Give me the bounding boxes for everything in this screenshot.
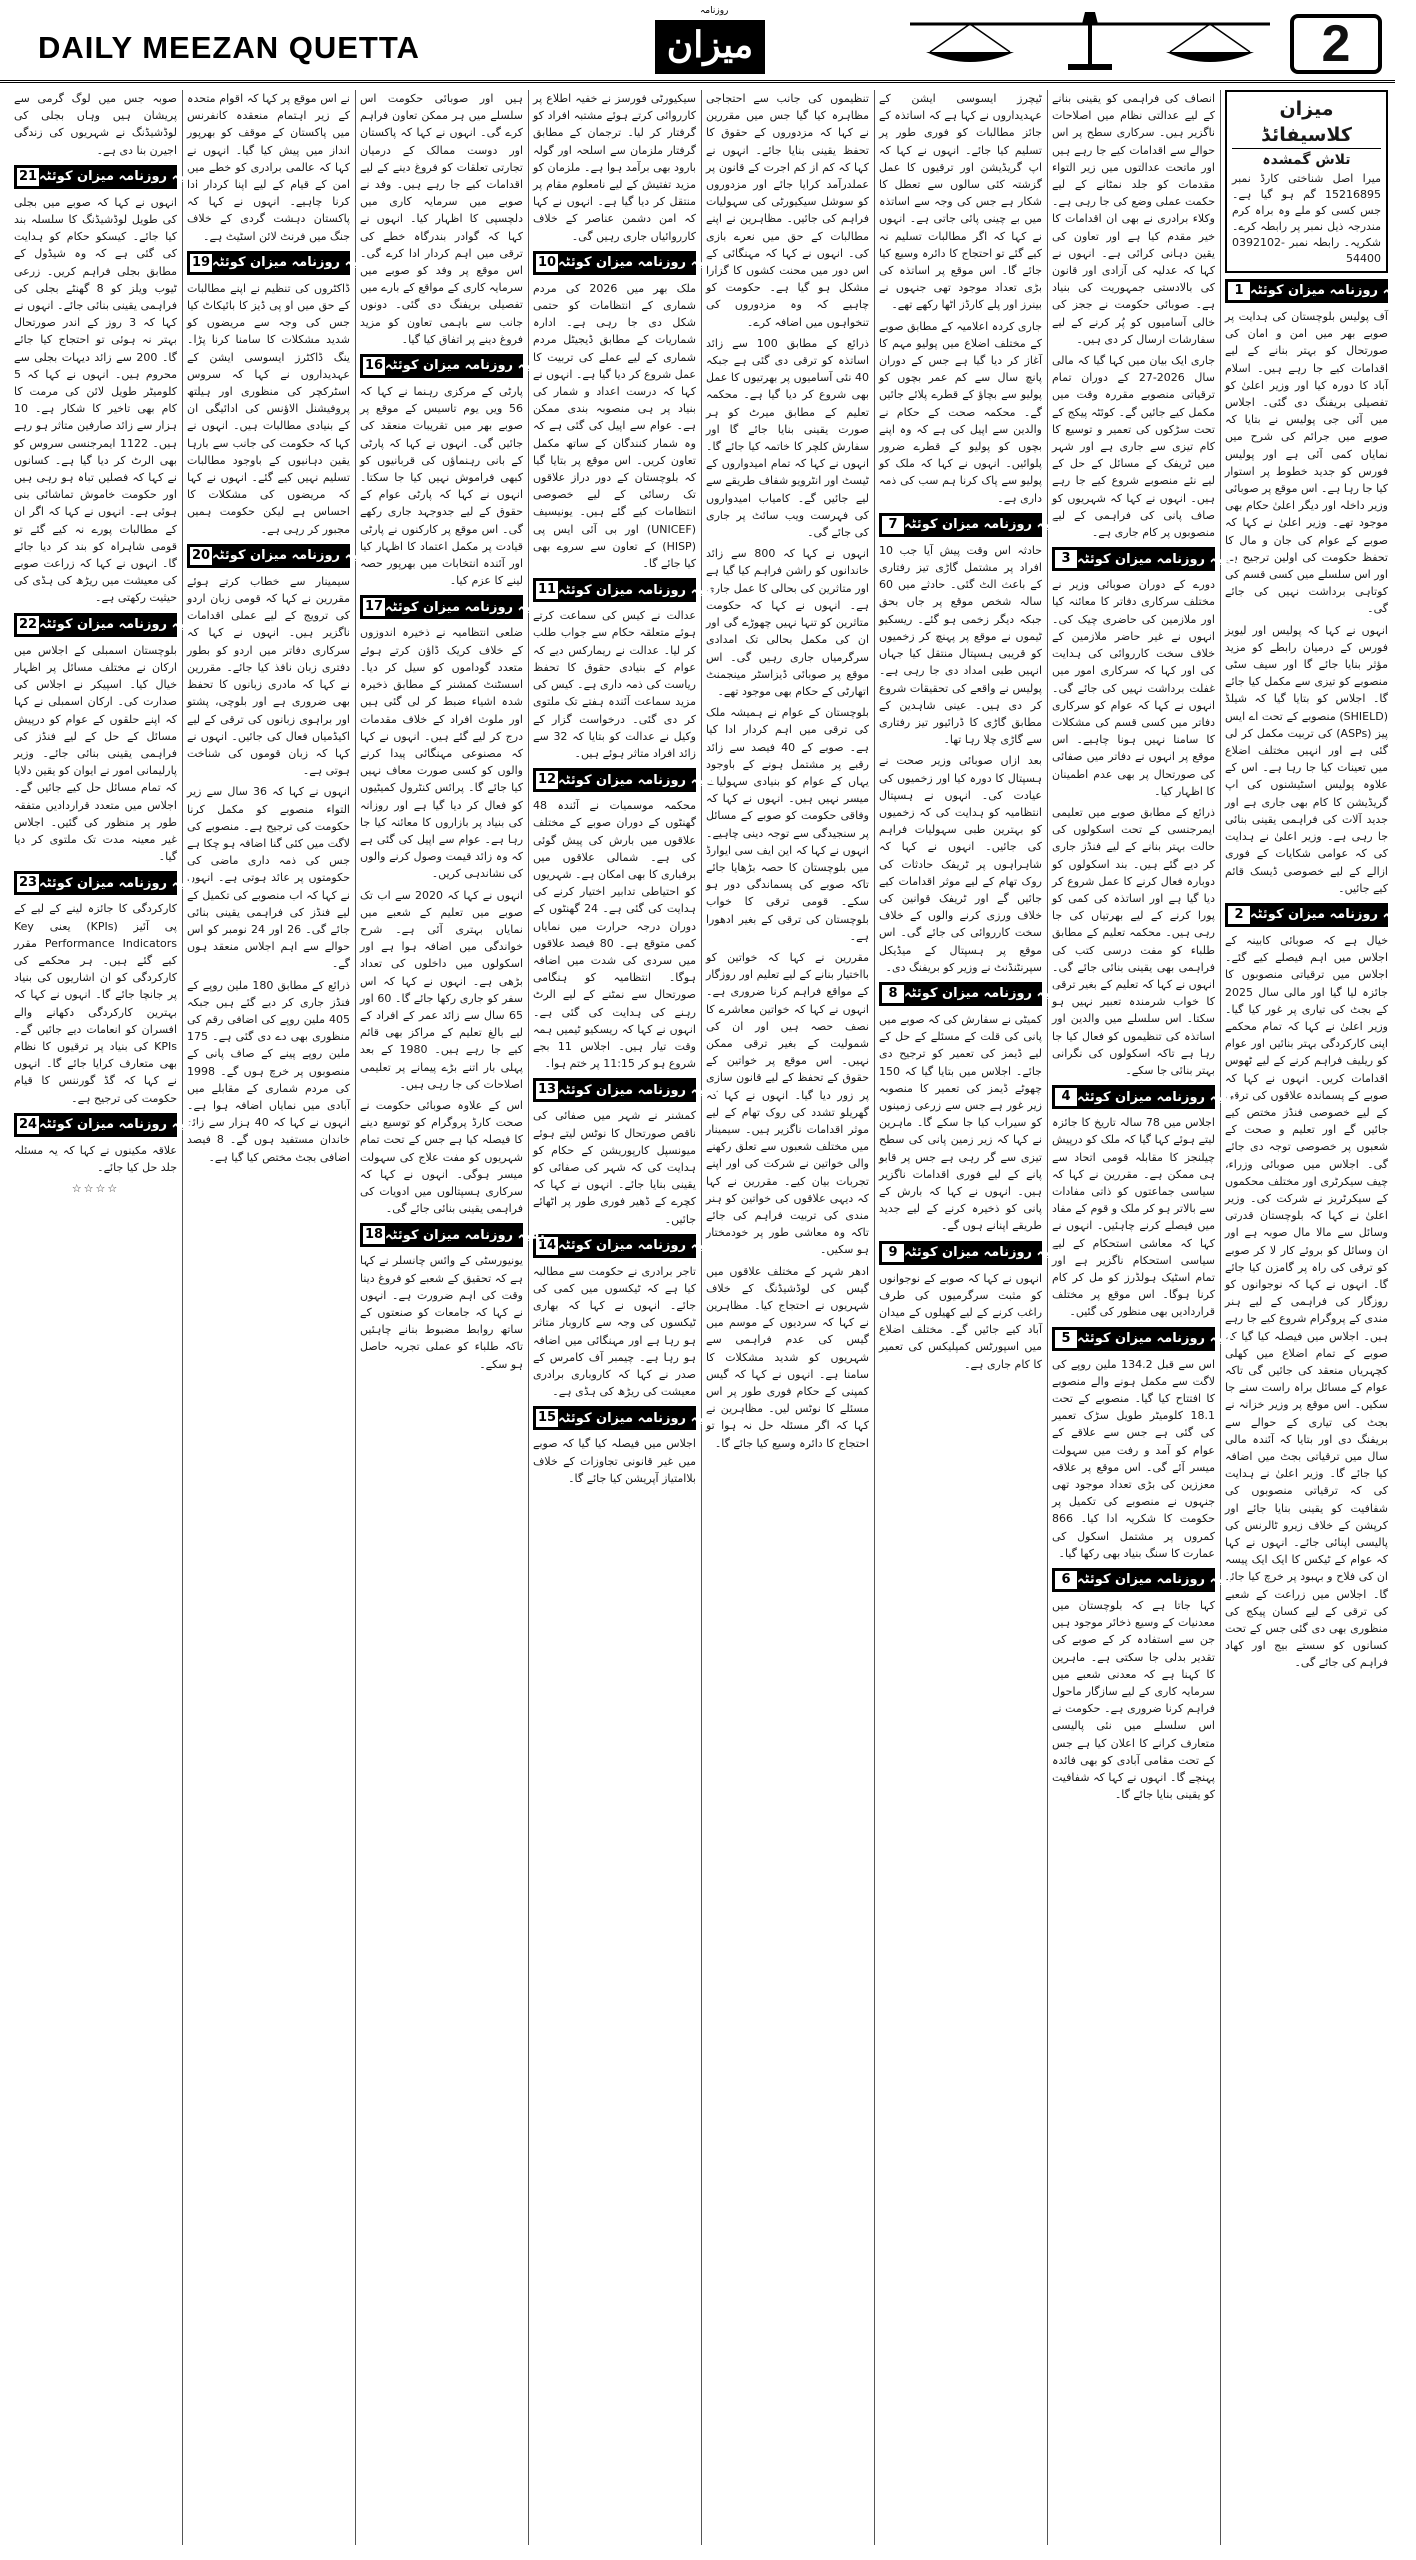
continuation-label: بقیہ روزنامہ میزان کوئٹہ [904,986,1064,1002]
article-paragraph: انہوں نے کہا کہ صوبے میں بجلی کی طویل لوڈشیڈنگ کا سلسلہ بند کیا جائے۔ کیسکو حکام کو ہدایت کی گئی ہے کہ وہ شیڈول کے مطابق بجلی فراہم کریں۔ زرعی ٹیوب ویلز کو 8 گھنٹے بجلی کی فراہمی یقینی بنائی جائے۔ انہوں نے کہا کہ 3 روز کے اندر صورتحال بہتر نہ ہوئی تو احتجاج کیا جائے گا۔ 200 سے زائد دیہات بجلی سے محروم ہیں۔ انہوں نے کہا کہ 5 کلومیٹر طویل لائن کی مرمت کا کام بھی تاخیر کا شکار ہے۔ 10 ہزار سے زائد صارفین متاثر ہو رہے ہیں۔ 1122 ایمرجنسی سروس کو بھی الرٹ کر دیا گیا ہے۔ کسانوں نے کہا کہ فصلیں تباہ ہو رہی ہیں اور حکومت خاموش تماشائی بنی ہوئی ہے۔ انہوں نے کہا کہ اگر ان کے مطالبات پورے نہ کیے گئے تو قومی شاہراہ کو بند کر دیا جائے گا۔ انہوں نے کہا کہ زراعت صوبے کی معیشت میں ریڑھ کی ہڈی کی حیثیت رکھتی ہے۔ [14,195,177,605]
classified-phone: 0392102-54400 [1232,236,1381,265]
continuation-label: بقیہ روزنامہ میزان کوئٹہ [558,255,718,271]
article-paragraph: ٹیچرز ایسوسی ایشن کے عہدیداروں نے کہا ہے کہ اساتذہ کے جائز مطالبات کو فوری طور پر تسلیم کیا جائے۔ انہوں نے کہا کہ اپ گریڈیشن اور ترقیوں کا عمل گزشتہ کئی سالوں سے تعطل کا شکار ہے جس کی وجہ سے اساتذہ میں بے چینی پائی جاتی ہے۔ انہوں نے کہا کہ اگر مطالبات تسلیم نہ کیے گئے تو احتجاج کا دائرہ وسیع کیا جائے گا۔ اس موقع پر اساتذہ کی بڑی تعداد موجود تھی جنہوں نے بینرز اور پلے کارڈز اٹھا رکھے تھے۔ [879,92,1042,312]
news-columns [8,90,1410,2545]
continuation-heading-4 [1052,1085,1237,1109]
news-column-2 [1052,90,1237,2545]
article-paragraph: خیال ہے کہ صوبائی کابینہ کے اجلاس میں اہم فیصلے کیے گئے۔ اجلاس میں ترقیاتی منصوبوں کا جائزہ لیا گیا اور مالی سال 2025 کے بجٹ کی تیاری پر غور کیا گیا۔ وزیر اعلیٰ نے کہا کہ تمام محکمے اپنی کارکردگی بہتر بنائیں اور عوام کو ریلیف فراہم کرنے کے لیے ٹھوس اقدامات کریں۔ انہوں نے کہا کہ صوبے کے پسماندہ علاقوں کی ترقی کے لیے خصوصی فنڈز مختص کیے جائیں گے اور تعلیم و صحت کے شعبوں پر خصوصی توجہ دی جائے گی۔ اجلاس میں صوبائی وزراء، چیف سیکرٹری اور مختلف محکموں کے سیکرٹریز نے شرکت کی۔ وزیر اعلیٰ نے کہا کہ بلوچستان قدرتی وسائل سے مالا مال صوبہ ہے اور ان وسائل کو بروئے کار لا کر صوبے کو ترقی کی راہ پر گامزن کیا جائے گا۔ انہوں نے کہا کہ نوجوانوں کو روزگار کی فراہمی کے لیے ہنر مندی کے پروگرام شروع کیے جا رہے ہیں۔ اجلاس میں فیصلہ کیا گیا کہ صوبے کے تمام اضلاع میں کھلی کچہریاں منعقد کی جائیں گی تاکہ عوام کے مسائل براہ راست سنے جا سکیں۔ اس موقع پر وزیر خزانہ نے بجٹ کی تیاری کے حوالے سے بریفنگ دی اور بتایا کہ آئندہ مالی سال میں ترقیاتی بجٹ میں اضافہ کیا جائے گا۔ وزیر اعلیٰ نے ہدایت کی کہ ترقیاتی منصوبوں کی شفافیت کو یقینی بنایا جائے اور کرپشن کے خلاف زیرو ٹالرنس کی پالیسی اپنائی جائے۔ انہوں نے کہا کہ عوام کے ٹیکس کا ایک ایک پیسہ ان کی فلاح و بہبود پر خرچ کیا جائے گا۔ اجلاس میں زراعت کے شعبے کی ترقی کے لیے کسان پیکج کی منظوری بھی دی گئی جس کے تحت کسانوں کو سستے بیج اور کھاد فراہم کی جائے گی۔ [1225,933,1388,1670]
article-paragraph: عدالت نے کیس کی سماعت کرتے ہوئے متعلقہ حکام سے جواب طلب کر لیا۔ عدالت نے ریمارکس دیے کہ عوام کے بنیادی حقوق کا تحفظ ریاست کی ذمہ داری ہے۔ کیس کی مزید سماعت آئندہ ہفتے تک ملتوی کر دی گئی۔ درخواست گزار کے وکیل نے عدالت کو بتایا کہ 32 سے زائد افراد متاثر ہوئے ہیں۔ [533,609,696,760]
news-column-4 [706,90,869,2545]
classified-box [1225,90,1388,273]
article-paragraph: نے اس موقع پر کہا کہ اقوام متحدہ کے زیر اہتمام منعقدہ کانفرنس میں پاکستان کے موقف کو بھرپور انداز میں پیش کیا گیا۔ انہوں نے کہا کہ عالمی برادری کو خطے میں امن کے قیام کے لیے اپنا کردار ادا کرنا چاہیے۔ انہوں نے کہا کہ پاکستان دہشت گردی کے خلاف جنگ میں فرنٹ لائن اسٹیٹ ہے۔ [187,92,350,243]
continuation-label: بقیہ روزنامہ میزان کوئٹہ [1077,1331,1237,1346]
continuation-heading-19 [187,251,372,275]
article-paragraph: اجلاس میں فیصلہ کیا گیا کہ صوبے میں غیر قانونی تجاوزات کے خلاف بلاامتیاز آپریشن کیا جائے گا۔ [533,1437,696,1485]
article-paragraph: حادثہ اس وقت پیش آیا جب 10 افراد پر مشتمل گاڑی تیز رفتاری کے باعث الٹ گئی۔ حادثے میں 60 سالہ شخص موقع پر جاں بحق جبکہ دیگر زخمی ہو گئے۔ ریسکیو ٹیموں نے موقع پر پہنچ کر زخمیوں کو قریبی ہسپتال منتقل کیا جہاں انہیں طبی امداد دی جا رہی ہے۔ پولیس نے واقعے کی تحقیقات شروع کر دی ہیں۔ عینی شاہدین کے مطابق گاڑی کا ڈرائیور تیز رفتاری سے گاڑی چلا رہا تھا۔ [879,543,1042,747]
continuation-label: بقیہ روزنامہ میزان کوئٹہ [39,1117,199,1133]
article-paragraph: تنظیموں کی جانب سے احتجاجی مظاہرہ کیا گیا جس میں مقررین نے کہا کہ مزدوروں کے حقوق کا تحفظ یقینی بنایا جائے۔ انہوں نے کہا کہ کم از کم اجرت کے قانون پر عملدرآمد کرایا جائے اور مزدوروں کو سوشل سیکیورٹی کی سہولیات فراہم کی جائیں۔ مظاہرین نے اپنے مطالبات کے حق میں نعرے بازی کی۔ انہوں نے کہا کہ مہنگائی کے اس دور میں محنت کشوں کا گزارا مشکل ہو گیا ہے۔ حکومت کو چاہیے کہ وہ مزدوروں کی تنخواہوں میں اضافہ کرے۔ [706,92,869,329]
continuation-number: 23 [18,875,38,891]
continuation-label: بقیہ روزنامہ میزان کوئٹہ [1250,283,1410,299]
continuation-heading-8 [879,982,1064,1006]
continuation-number: 1 [1228,282,1250,300]
continuation-label: بقیہ روزنامہ میزان کوئٹہ [212,255,372,271]
continuation-number: 12 [537,772,557,788]
article-paragraph: بلوچستان اسمبلی کے اجلاس میں ارکان نے مختلف مسائل پر اظہار خیال کیا۔ اسپیکر نے اجلاس کی صدارت کی۔ ارکان اسمبلی نے کہا کہ اپنے حلقوں کے عوام کو درپیش مسائل کے حل کے لیے فنڈز کی فراہمی یقینی بنائی جائے۔ وزیر پارلیمانی امور نے ایوان کو یقین دلایا کہ تمام مسائل حل کیے جائیں گے۔ اجلاس میں متعدد قراردادیں متفقہ طور پر منظور کی گئیں۔ اجلاس غیر معینہ مدت تک ملتوی کر دیا گیا۔ [14,643,177,864]
continuation-number: 7 [882,516,904,534]
logo-tagline: روزنامہ [700,6,729,16]
column-divider [355,90,356,2545]
article-paragraph: انہوں نے کہا کہ پولیس اور لیویز فورس کے درمیان رابطے کو مزید مؤثر بنایا جائے گا اور سیف سٹی منصوبے کو تیزی سے مکمل کیا جائے گا۔ اجلاس کو بتایا گیا کہ شیلڈ (SHIELD) منصوبے کے تحت اے ایس پیز (ASPs) کی تربیت مکمل کر لی گئی ہے اور انہیں مختلف اضلاع میں تعینات کیا جا رہا ہے۔ اس کے علاوہ پولیس اسٹیشنوں کی اپ گریڈیشن کا کام بھی جاری ہے اور جدید آلات کی فراہمی یقینی بنائی جا رہی ہے۔ وزیر اعلیٰ نے ہدایت کی کہ عوامی شکایات کے فوری ازالے کے لیے خصوصی ڈیسک قائم کیے جائیں۔ [1225,623,1388,895]
news-column-1 [1225,90,1410,2545]
news-column-5 [533,90,718,2545]
article-paragraph: کمیٹی نے سفارش کی کہ صوبے میں پانی کی قلت کے مسئلے کے حل کے لیے ڈیمز کی تعمیر کو ترجیح دی جائے۔ اجلاس میں بتایا گیا کہ 150 چھوٹے ڈیمز کی تعمیر کا منصوبہ زیر غور ہے جس سے زرعی زمینوں کو سیراب کیا جا سکے گا۔ ماہرین نے کہا کہ زیر زمین پانی کی سطح تیزی سے گر رہی ہے جس پر قابو پانے کے لیے فوری اقدامات ناگزیر ہیں۔ انہوں نے کہا کہ بارش کے پانی کو ذخیرہ کرنے کے لیے جدید طریقے اپنانے ہوں گے۔ [879,1012,1042,1233]
continuation-heading-2 [1225,903,1410,927]
article-paragraph: تاجر برادری نے حکومت سے مطالبہ کیا ہے کہ ٹیکسوں میں کمی کی جائے۔ انہوں نے کہا کہ بھاری ٹیکسوں کی وجہ سے کاروبار متاثر ہو رہا ہے اور مہنگائی میں اضافہ ہو رہا ہے۔ چیمبر آف کامرس کے صدر نے کہا کہ کاروباری برادری معیشت کی ریڑھ کی ہڈی ہے۔ [533,1264,696,1399]
continuation-number: 17 [364,599,384,615]
continuation-heading-15 [533,1406,718,1430]
continuation-heading-18 [360,1223,545,1247]
continuation-heading-17 [360,595,545,619]
article-paragraph: بلوچستان کے عوام نے ہمیشہ ملک کی ترقی میں اہم کردار ادا کیا ہے۔ صوبے کے 40 فیصد سے زائد رقبے پر مشتمل ہونے کے باوجود یہاں کے عوام کو بنیادی سہولیات میسر نہیں ہیں۔ انہوں نے کہا کہ وفاقی حکومت کو صوبے کے مسائل پر سنجیدگی سے توجہ دینی چاہیے۔ انہوں نے کہا کہ این ایف سی ایوارڈ میں بلوچستان کا حصہ بڑھایا جائے تاکہ صوبے کی پسماندگی دور ہو سکے۔ قومی ترقی کا خواب بلوچستان کی ترقی کے بغیر ادھورا ہے۔ [706,706,869,943]
continuation-number: 6 [1055,1571,1077,1589]
continuation-heading-6 [1052,1568,1237,1592]
continuation-number: 15 [537,1410,557,1426]
continuation-number: 19 [191,254,211,270]
continuation-number: 16 [364,358,384,374]
continuation-number: 13 [537,1082,557,1098]
continuation-heading-11 [533,578,718,602]
continuation-number: 11 [537,582,557,598]
continuation-heading-7 [879,513,1064,537]
end-marker: ☆☆☆☆ [71,1182,120,1196]
continuation-label: بقیہ روزنامہ میزان کوئٹہ [39,875,199,891]
article-paragraph: کہا جاتا ہے کہ بلوچستان میں معدنیات کے وسیع ذخائر موجود ہیں جن سے استفادہ کر کے صوبے کی تقدیر بدلی جا سکتی ہے۔ ماہرین کا کہنا ہے کہ معدنی شعبے میں سرمایہ کاری کے لیے سازگار ماحول فراہم کرنا ضروری ہے۔ حکومت نے اس سلسلے میں نئی پالیسی متعارف کرانے کا اعلان کیا ہے جس کے تحت مقامی آبادی کو بھی فائدہ پہنچے گا۔ انہوں نے کہا کہ شفافیت کو یقینی بنایا جائے گا۔ [1052,1599,1215,1802]
article-paragraph: آف پولیس بلوچستان کی ہدایت پر صوبے بھر میں امن و امان کی صورتحال کو بہتر بنانے کے لیے اقدامات کیے جا رہے ہیں۔ اسلام آباد کا دورہ کیا اور وزیر اعلیٰ کو تفصیلی بریفنگ دی گئی۔ اجلاس میں آئی جی پولیس نے بتایا کہ صوبے میں جرائم کی شرح میں نمایاں کمی آئی ہے اور پولیس فورس کو جدید خطوط پر استوار کیا جا رہا ہے۔ اس موقع پر صوبائی وزیر داخلہ اور دیگر اعلیٰ حکام بھی موجود تھے۔ وزیر اعلیٰ نے کہا کہ صوبے کے عوام کی جان و مال کا تحفظ حکومت کی اولین ترجیح ہے اور اس سلسلے میں کسی قسم کی کوتاہی برداشت نہیں کی جائے گی۔ [1225,310,1388,616]
continuation-heading-10 [533,251,718,275]
article-paragraph: ہیں اور صوبائی حکومت اس سلسلے میں ہر ممکن تعاون فراہم کرے گی۔ انہوں نے کہا کہ پاکستان اور دوست ممالک کے درمیان تجارتی تعلقات کو فروغ دینے کے لیے اقدامات کیے جا رہے ہیں۔ وفد نے صوبے میں سرمایہ کاری میں دلچسپی کا اظہار کیا۔ انہوں نے کہا کہ گوادر بندرگاہ خطے کی ترقی میں اہم کردار ادا کرے گی۔ اس موقع پر وفد کو صوبے میں سرمایہ کاری کے مواقع کے بارے میں تفصیلی بریفنگ دی گئی۔ دونوں جانب سے باہمی تعاون کو مزید فروغ دینے پر اتفاق کیا گیا۔ [360,92,523,346]
classified-body: میرا اصل شناختی کارڈ نمبر 15216895 گم ہو گیا ہے۔ جس کسی کو ملے وہ براہ کرم مندرجہ ذیل نمبر پر رابطہ کرے۔ شکریہ۔ رابطہ نمبر 0392102-54400 [1232,172,1381,265]
article-paragraph: پارٹی کے مرکزی رہنما نے کہا کہ 56 ویں یوم تاسیس کے موقع پر صوبے بھر میں تقریبات منعقد کی جائیں گی۔ انہوں نے کہا کہ پارٹی کے بانی رہنماؤں کی قربانیوں کو کبھی فراموش نہیں کیا جا سکتا۔ انہوں نے کہا کہ پارٹی عوام کے حقوق کے لیے جدوجہد جاری رکھے گی۔ اس موقع پر کارکنوں نے پارٹی قیادت پر مکمل اعتماد کا اظہار کیا اور آئندہ انتخابات میں بھرپور حصہ لینے کا عزم کیا۔ [360,385,523,588]
scales-of-justice-icon [900,8,1280,74]
continuation-number: 2 [1228,906,1250,924]
continuation-number: 8 [882,985,904,1003]
article-paragraph: ادھر شہر کے مختلف علاقوں میں گیس کی لوڈشیڈنگ کے خلاف شہریوں نے احتجاج کیا۔ مظاہرین نے کہا کہ سردیوں کے موسم میں گیس کی عدم فراہمی سے شہریوں کو شدید مشکلات کا سامنا ہے۔ انہوں نے کہا کہ گیس کمپنی کے حکام فوری طور پر اس مسئلے کا نوٹس لیں۔ مظاہرین نے کہا کہ اگر مسئلہ حل نہ ہوا تو احتجاج کا دائرہ وسیع کیا جائے گا۔ [706,1264,869,1450]
article-paragraph: یونیورسٹی کے وائس چانسلر نے کہا ہے کہ تحقیق کے شعبے کو فروغ دینا وقت کی اہم ضرورت ہے۔ انہوں نے کہا کہ جامعات کو صنعتوں کے ساتھ روابط مضبوط بنانے چاہئیں تاکہ طلباء کو عملی تجربہ حاصل ہو سکے۔ [360,1254,523,1371]
article-paragraph: جاری ایک بیان میں کہا گیا کہ مالی سال 2026-27 کے دوران تمام ترقیاتی منصوبے مقررہ وقت میں مکمل کیے جائیں گے۔ کوئٹہ پیکج کے تحت سڑکوں کی تعمیر و توسیع کا کام تیزی سے جاری ہے اور شہر میں ٹریفک کے مسائل کے حل کے لیے نئے منصوبے شروع کیے جا رہے ہیں۔ انہوں نے کہا کہ شہریوں کو صاف پانی کی فراہمی کے لیے منصوبوں پر کام جاری ہے۔ [1052,354,1215,540]
continuation-number: 3 [1055,550,1077,568]
continuation-label: بقیہ روزنامہ میزان کوئٹہ [39,617,199,633]
continuation-number: 18 [364,1227,384,1243]
newspaper-logo: میزان [655,20,765,74]
news-column-3 [879,90,1064,2545]
continuation-label: بقیہ روزنامہ میزان کوئٹہ [39,169,199,185]
continuation-number: 24 [18,1116,38,1132]
article-paragraph: انہوں نے کہا کہ صوبے کے نوجوانوں کو مثبت سرگرمیوں کی طرف راغب کرنے کے لیے کھیلوں کے میدان آباد کیے جائیں گے۔ مختلف اضلاع میں اسپورٹس کمپلیکس کی تعمیر کا کام جاری ہے۔ [879,1271,1042,1371]
newspaper-title: DAILY MEEZAN QUETTA [38,30,420,65]
article-paragraph: مقررین نے کہا کہ خواتین کو بااختیار بنانے کے لیے تعلیم اور روزگار کے مواقع فراہم کرنا ضروری ہے۔ انہوں نے کہا کہ خواتین معاشرے کا نصف حصہ ہیں اور ان کی شمولیت کے بغیر ترقی ممکن نہیں۔ اس موقع پر خواتین کے حقوق کے تحفظ کے لیے قانون سازی پر زور دیا گیا۔ انہوں نے کہا کہ گھریلو تشدد کی روک تھام کے لیے موثر اقدامات ناگزیر ہیں۔ سیمینار میں مختلف شعبوں سے تعلق رکھنے والی خواتین نے شرکت کی اور اپنے تجربات بیان کیے۔ مقررین نے کہا کہ دیہی علاقوں کی خواتین کو ہنر مندی کی تربیت فراہم کی جائے تاکہ وہ معاشی طور پر خودمختار ہو سکیں۔ [706,950,869,1257]
continuation-label: بقیہ روزنامہ میزان کوئٹہ [1077,1572,1237,1588]
continuation-label: بقیہ روزنامہ میزان کوئٹہ [385,599,545,615]
page-number: 2 [1290,14,1382,74]
article-paragraph: جاری کردہ اعلامیہ کے مطابق صوبے کے مختلف اضلاع میں پولیو مہم کا آغاز کر دیا گیا ہے جس کے دوران پانچ سال سے کم عمر بچوں کو پولیو سے بچاؤ کے قطرے پلائے جائیں گے۔ محکمہ صحت کے حکام نے والدین سے اپیل کی ہے کہ وہ اپنے بچوں کو پولیو کے قطرے ضرور پلوائیں۔ انہوں نے کہا کہ ملک کو پولیو سے پاک کرنا ہم سب کی ذمہ داری ہے۔ [879,319,1042,505]
classified-title: میزان کلاسیفائڈ [1232,96,1381,149]
article-paragraph: سیکیورٹی فورسز نے خفیہ اطلاع پر کارروائی کرتے ہوئے مشتبہ افراد کو گرفتار کر لیا۔ ترجمان کے مطابق گرفتار ملزمان سے اسلحہ اور گولہ بارود بھی برآمد ہوا ہے۔ ملزمان کو مزید تفتیش کے لیے نامعلوم مقام پر منتقل کر دیا گیا ہے۔ انہوں نے کہا کہ امن دشمن عناصر کے خلاف کارروائیاں جاری رہیں گی۔ [533,92,696,243]
article-paragraph: ڈاکٹروں کی تنظیم نے اپنے مطالبات کے حق میں او پی ڈیز کا بائیکاٹ کیا جس کی وجہ سے مریضوں کو شدید مشکلات کا سامنا کرنا پڑا۔ ینگ ڈاکٹرز ایسوسی ایشن کے عہدیداروں نے کہا کہ سروس اسٹرکچر کی منظوری اور ہیلتھ پروفیشنل الاؤنس کی ادائیگی ان کے بنیادی مطالبات ہیں۔ انہوں نے کہا کہ حکومت کی جانب سے بارہا یقین دہانیوں کے باوجود مطالبات تسلیم نہیں کیے گئے۔ انہوں نے کہا کہ مریضوں کی مشکلات کا احساس ہے لیکن حکومت ہمیں مجبور کر رہی ہے۔ [187,281,350,536]
continuation-label: بقیہ روزنامہ میزان کوئٹہ [1077,551,1237,567]
continuation-label: بقیہ روزنامہ میزان کوئٹہ [385,358,545,374]
classified-subtitle: تلاش گمشدہ [1262,152,1351,168]
column-divider [701,90,702,2545]
column-divider [182,90,183,2545]
article-paragraph: ذرائع کے مطابق 100 سے زائد اساتذہ کو ترقی دی گئی ہے جبکہ 40 نئی آسامیوں پر بھرتیوں کا عمل بھی شروع کر دیا گیا ہے۔ محکمہ تعلیم کے مطابق میرٹ کو ہر صورت یقینی بنایا جائے گا اور سفارش کلچر کا خاتمہ کیا جائے گا۔ انہوں نے کہا کہ تمام امیدواروں کے ٹیسٹ اور انٹرویو شفاف طریقے سے لیے جائیں گے۔ کامیاب امیدواروں کی فہرست ویب سائٹ پر جاری کی جائے گی۔ [706,336,870,540]
continuation-label: بقیہ روزنامہ میزان کوئٹہ [1077,1089,1237,1105]
article-paragraph: سیمینار سے خطاب کرتے ہوئے مقررین نے کہا کہ قومی زبان اردو کی ترویج کے لیے عملی اقدامات ناگزیر ہیں۔ انہوں نے کہا کہ سرکاری دفاتر میں اردو کو بطور دفتری زبان نافذ کیا جائے۔ مقررین نے کہا کہ مادری زبانوں کا تحفظ بھی ضروری ہے اور بلوچی، پشتو اور براہوی زبانوں کی ترقی کے لیے اکیڈمیاں فعال کی جائیں۔ انہوں نے کہا کہ زبان قوموں کی شناخت ہوتی ہے۔ [187,574,350,778]
continuation-number: 22 [18,616,38,632]
article-paragraph: انہوں نے کہا کہ 2020 سے اب تک صوبے میں تعلیم کے شعبے میں نمایاں بہتری آئی ہے۔ شرح خواندگی میں اضافہ ہوا ہے اور اسکولوں میں داخلوں کی تعداد بڑھی ہے۔ انہوں نے کہا کہ اس سفر کو جاری رکھا جائے گا۔ 60 اور 65 سال سے زائد عمر کے افراد کے لیے بالغ تعلیم کے مراکز بھی قائم کیے جا رہے ہیں۔ 1980 کے بعد پہلی بار اتنے بڑے پیمانے پر تعلیمی اصلاحات کی جا رہی ہیں۔ [360,888,523,1091]
article-paragraph: ذرائع کے مطابق صوبے میں تعلیمی ایمرجنسی کے تحت اسکولوں کی حالت بہتر بنانے کے لیے فنڈز جاری کر دیے گئے ہیں۔ بند اسکولوں کو دوبارہ فعال کرنے کا عمل شروع کر دیا گیا ہے اور اساتذہ کی کمی کو پورا کرنے کے لیے بھرتیاں کی جا رہی ہیں۔ محکمہ تعلیم کے مطابق طلباء کو مفت درسی کتب کی فراہمی بھی یقینی بنائی جائے گی۔ انہوں نے کہا کہ تعلیم کے بغیر ترقی کا خواب شرمندہ تعبیر نہیں ہو سکتا۔ اس سلسلے میں والدین اور اساتذہ کی تنظیموں کو فعال کیا جا رہا ہے تاکہ اسکولوں کی نگرانی بہتر بنائی جا سکے۔ [1052,805,1215,1077]
continuation-heading-9 [879,1241,1064,1265]
continuation-heading-14 [533,1234,718,1258]
article-paragraph: ضلعی انتظامیہ نے ذخیرہ اندوزوں کے خلاف کریک ڈاؤن کرتے ہوئے متعدد گوداموں کو سیل کر دیا۔ اسسٹنٹ کمشنر کے مطابق ذخیرہ شدہ اشیاء ضبط کر لی گئی ہیں اور ملوث افراد کے خلاف مقدمات درج کر لیے گئے ہیں۔ انہوں نے کہا کہ مصنوعی مہنگائی پیدا کرنے والوں کو کسی صورت معاف نہیں کیا جائے گا۔ پرائس کنٹرول کمیٹیوں کو فعال کر دیا گیا ہے اور روزانہ کی بنیاد پر بازاروں کا معائنہ کیا جا رہا ہے۔ عوام سے اپیل کی گئی ہے کہ وہ زائد قیمت وصول کرنے والوں کی نشاندہی کریں۔ [360,626,523,881]
continuation-label: بقیہ روزنامہ میزان کوئٹہ [558,582,718,598]
continuation-number: 9 [882,1244,904,1262]
continuation-label: بقیہ روزنامہ میزان کوئٹہ [385,1227,545,1243]
article-paragraph: صوبہ جس میں لوگ گرمی سے پریشان ہیں وہاں بجلی کی لوڈشیڈنگ نے شہریوں کی زندگی اجیرن بنا دی ہے۔ [14,92,177,157]
continuation-label: بقیہ روزنامہ میزان کوئٹہ [904,1244,1064,1260]
news-column-6 [360,90,545,2545]
continuation-number: 14 [537,1237,557,1253]
continuation-number: 10 [537,254,557,270]
continuation-label: بقیہ روزنامہ میزان کوئٹہ [558,1238,718,1254]
article-paragraph: محکمہ موسمیات نے آئندہ 48 گھنٹوں کے دوران صوبے کے مختلف علاقوں میں بارش کی پیش گوئی کی ہے۔ شمالی علاقوں میں برفباری کا بھی امکان ہے۔ شہریوں کو احتیاطی تدابیر اختیار کرنے کی ہدایت کی گئی ہے۔ 24 گھنٹوں کے دوران درجہ حرارت میں نمایاں کمی متوقع ہے۔ 80 فیصد علاقوں میں سردی کی شدت میں اضافہ ہوگا۔ انتظامیہ کو ہنگامی صورتحال سے نمٹنے کے لیے الرٹ رہنے کی ہدایت کی گئی ہے۔ انہوں نے کہا کہ ریسکیو ٹیمیں ہمہ وقت تیار ہیں۔ اجلاس 11 بجے شروع ہو کر 11:15 پر ختم ہوا۔ [533,799,696,1071]
continuation-heading-20 [187,544,372,568]
article-paragraph: اس کے علاوہ صوبائی حکومت نے صحت کارڈ پروگرام کو توسیع دینے کا فیصلہ کیا ہے جس کے تحت تمام شہریوں کو مفت علاج کی سہولت میسر ہوگی۔ انہوں نے کہا کہ سرکاری ہسپتالوں میں ادویات کی فراہمی یقینی بنائی جائے گی۔ [360,1098,523,1216]
news-column-7 [187,90,372,2545]
column-divider [528,90,529,2545]
continuation-label: بقیہ روزنامہ میزان کوئٹہ [558,772,718,788]
continuation-heading-5 [1052,1327,1237,1351]
continuation-heading-22 [14,613,199,637]
continuation-number: 4 [1055,1088,1077,1106]
continuation-label: بقیہ روزنامہ میزان کوئٹہ [558,1410,718,1426]
article-paragraph: انہوں نے کہا کہ 800 سے زائد خاندانوں کو راشن فراہم کیا گیا ہے اور متاثرین کی بحالی کا عمل جاری ہے۔ انہوں نے کہا کہ حکومت متاثرین کو تنہا نہیں چھوڑے گی اور ان کی مکمل بحالی تک امدادی سرگرمیاں جاری رہیں گی۔ اس موقع پر صوبائی ڈیزاسٹر مینجمنٹ اتھارٹی کے حکام بھی موجود تھے۔ [706,547,869,698]
masthead [0,0,1395,83]
continuation-number: 20 [191,547,211,563]
article-paragraph: ذرائع کے مطابق 180 ملین روپے کے فنڈز جاری کر دیے گئے ہیں جبکہ 405 ملین روپے کی اضافی رقم کی منظوری بھی دے دی گئی ہے۔ 175 ملین روپے پینے کے صاف پانی کے منصوبوں پر خرچ ہوں گے۔ 1998 کی مردم شماری کے مقابلے میں آبادی میں نمایاں اضافہ ہوا ہے۔ انہوں نے کہا کہ 40 ہزار سے زائد خاندان مستفید ہوں گے۔ 8 فیصد اضافی بجٹ مختص کیا گیا ہے۔ [187,978,351,1164]
article-paragraph: اجلاس میں 78 سالہ تاریخ کا جائزہ لیتے ہوئے کہا گیا کہ ملک کو درپیش چیلنجز کا مقابلہ قومی اتحاد سے ہی ممکن ہے۔ مقررین نے کہا کہ سیاسی جماعتوں کو ذاتی مفادات سے بالاتر ہو کر ملک و قوم کے مفاد میں فیصلے کرنے چاہئیں۔ انہوں نے کہا کہ معاشی استحکام کے لیے سیاسی استحکام ناگزیر ہے اور تمام اسٹیک ہولڈرز کو مل کر کام کرنا ہوگا۔ اس موقع پر مختلف قراردادیں بھی منظور کی گئیں۔ [1052,1116,1215,1319]
continuation-heading-21 [14,165,199,189]
continuation-heading-13 [533,1078,718,1102]
continuation-label: بقیہ روزنامہ میزان کوئٹہ [212,548,372,564]
continuation-number: 21 [18,168,38,184]
continuation-heading-24 [14,1113,199,1137]
news-column-8 [14,90,199,2545]
article-paragraph: علاقہ مکینوں نے کہا کہ یہ مسئلہ جلد حل کیا جائے۔ [14,1143,177,1174]
continuation-label: بقیہ روزنامہ میزان کوئٹہ [558,1082,718,1098]
continuation-heading-23 [14,871,199,895]
article-paragraph: بعد ازاں صوبائی وزیر صحت نے ہسپتال کا دورہ کیا اور زخمیوں کی عیادت کی۔ انہوں نے ہسپتال انتظامیہ کو ہدایت کی کہ زخمیوں کو بہترین طبی سہولیات فراہم کی جائیں۔ انہوں نے کہا کہ شاہراہوں پر ٹریفک حادثات کی روک تھام کے لیے موثر اقدامات کیے جائیں گے اور ٹریفک قوانین کی خلاف ورزی کرنے والوں کے خلاف سخت کارروائی کی جائے گی۔ اس موقع پر ہسپتال کے میڈیکل سپرنٹنڈنٹ نے وزیر کو بریفنگ دی۔ [879,754,1042,974]
continuation-heading-1 [1225,279,1410,303]
article-paragraph: انہوں نے کہا کہ 36 سال سے زیر التواء منصوبے کو مکمل کرنا حکومت کی ترجیح ہے۔ منصوبے کی لاگت میں کئی گنا اضافہ ہو چکا ہے جس کی ذمہ داری ماضی کی حکومتوں پر عائد ہوتی ہے۔ انہوں نے کہا کہ اب منصوبے کی تکمیل کے لیے فنڈز کی فراہمی یقینی بنائی جائے گی۔ 26 اور 24 نومبر کو اس حوالے سے اہم اجلاس منعقد ہوں گے۔ [187,785,350,971]
continuation-heading-16 [360,354,545,378]
continuation-label: بقیہ روزنامہ میزان کوئٹہ [904,517,1064,533]
continuation-number: 5 [1055,1330,1077,1348]
article-paragraph: انصاف کی فراہمی کو یقینی بنانے کے لیے عدالتی نظام میں اصلاحات ناگزیر ہیں۔ سرکاری سطح پر اس حوالے سے اقدامات کیے جا رہے ہیں اور ماتحت عدالتوں میں زیر التواء مقدمات کو جلد نمٹانے کے لیے حکمت عملی وضع کی جا رہی ہے۔ وکلاء برادری نے بھی ان اقدامات کا خیر مقدم کیا ہے اور تعاون کی یقین دہانی کرائی ہے۔ انہوں نے کہا کہ عدلیہ کی آزادی اور قانون کی بالادستی جمہوریت کی بنیاد ہے۔ صوبائی حکومت نے ججز کی خالی آسامیوں کو پُر کرنے کے لیے سفارشات ارسال کر دی ہیں۔ [1052,92,1215,346]
column-divider [1220,90,1221,2545]
continuation-heading-3 [1052,547,1237,571]
continuation-label: بقیہ روزنامہ میزان کوئٹہ [1250,907,1410,923]
article-paragraph: کمشنر نے شہر میں صفائی کی ناقص صورتحال کا نوٹس لیتے ہوئے میونسپل کارپوریشن کے حکام کو ہدایت کی کہ شہر کی صفائی کو یقینی بنایا جائے۔ انہوں نے کہا کہ کچرے کے ڈھیر فوری طور پر اٹھائے جائیں۔ [533,1109,696,1226]
article-paragraph: ملک بھر میں 2026 کی مردم شماری کے انتظامات کو حتمی شکل دی جا رہی ہے۔ ادارہ شماریات کے مطابق ڈیجیٹل مردم شماری کے لیے عملے کی تربیت کا عمل شروع کر دیا گیا ہے۔ انہوں نے کہا کہ درست اعداد و شمار کی بنیاد پر ہی منصوبہ بندی ممکن ہے۔ عوام سے اپیل کی گئی ہے کہ وہ شمار کنندگان کے ساتھ مکمل تعاون کریں۔ اس موقع پر بتایا گیا کہ بلوچستان کے دور دراز علاقوں تک رسائی کے لیے خصوصی انتظامات کیے گئے ہیں۔ یونیسیف (UNICEF) اور بی آئی ایس پی (HISP) کے تعاون سے سروے بھی کیا جائے گا۔ [533,281,697,571]
column-divider [874,90,875,2545]
article-paragraph: دورے کے دوران صوبائی وزیر نے مختلف سرکاری دفاتر کا معائنہ کیا اور ملازمین کی حاضری چیک کی۔ انہوں نے غیر حاضر ملازمین کے خلاف سخت کارروائی کی ہدایت کی اور کہا کہ سرکاری امور میں غفلت برداشت نہیں کی جائے گی۔ انہوں نے کہا کہ عوام کو سرکاری دفاتر میں کسی قسم کی مشکلات کا سامنا نہیں ہونا چاہیے۔ اس موقع پر انہوں نے دفاتر میں صفائی کی صورتحال پر بھی عدم اطمینان کا اظہار کیا۔ [1052,578,1215,798]
column-divider [1047,90,1048,2545]
continuation-heading-12 [533,768,718,792]
article-paragraph: اس سے قبل 134.2 ملین روپے کی لاگت سے مکمل ہونے والے منصوبے کا افتتاح کیا گیا۔ منصوبے کے تحت 18.1 کلومیٹر طویل سڑک تعمیر کی گئی ہے جس سے علاقے کے عوام کو آمد و رفت میں سہولت میسر آئے گی۔ اس موقع پر علاقہ معززین کی بڑی تعداد موجود تھی جنہوں نے منصوبے کی تکمیل پر حکومت کا شکریہ ادا کیا۔ 866 کمروں پر مشتمل اسکول کی عمارت کا سنگ بنیاد بھی رکھا گیا۔ [1052,1357,1215,1560]
article-paragraph: کارکردگی کا جائزہ لینے کے لیے کے پی آئیز (KPIs) یعنی Key Performance Indicators مقرر کیے گئے ہیں۔ ہر محکمے کی کارکردگی کو ان اشاریوں کی بنیاد پر جانچا جائے گا۔ انہوں نے کہا کہ بہترین کارکردگی دکھانے والے افسران کو انعامات دیے جائیں گے۔ KPIs کی بنیاد پر ترقیوں کا نظام بھی متعارف کرایا جائے گا۔ انہوں نے کہا کہ گڈ گورننس کا قیام حکومت کی ترجیح ہے۔ [14,902,177,1105]
